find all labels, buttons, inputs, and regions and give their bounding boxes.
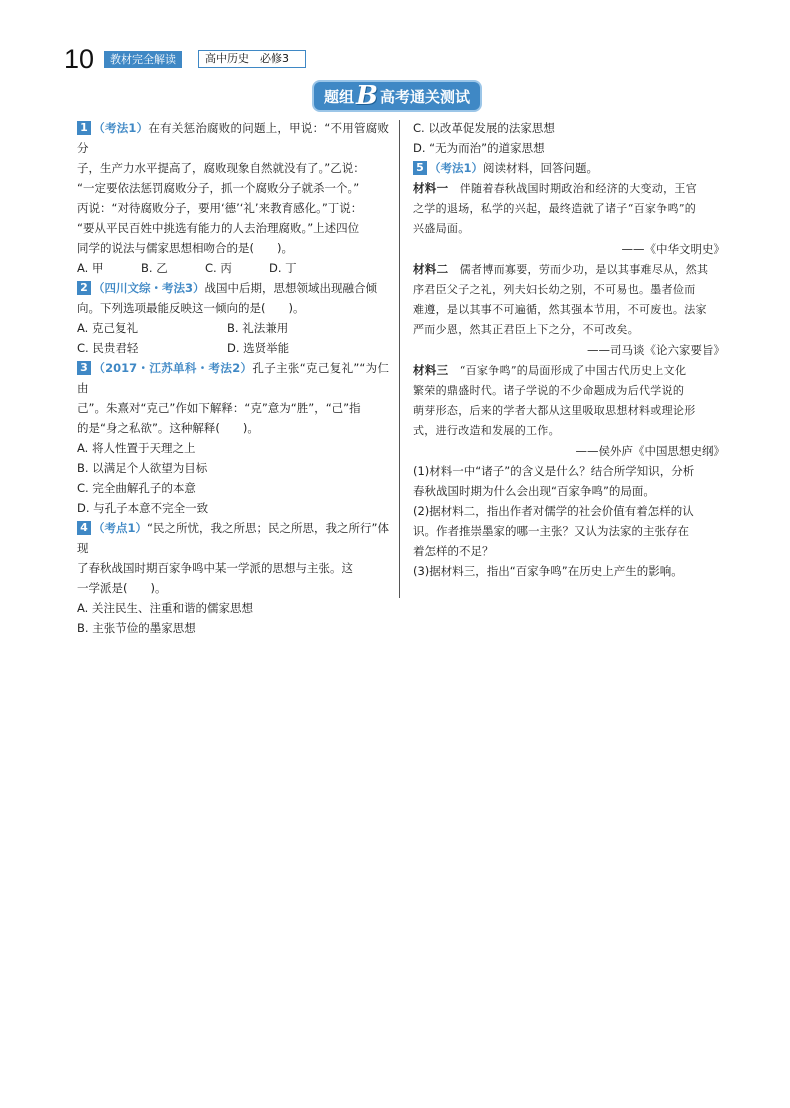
- material-text: 伴随着春秋战国时期政治和经济的大变动，王官: [459, 182, 698, 195]
- question-line: 了春秋战国时期百家争鸣中某一学派的思想与主张。这: [77, 561, 353, 575]
- option-c[interactable]: C. 以改革促发展的法家思想: [413, 121, 555, 135]
- series-tag: 教材完全解读: [104, 51, 182, 68]
- question-line: 的是“身之私欲”。这种解释( )。: [77, 421, 259, 435]
- material-line: 繁荣的鼎盛时代。诸子学说的不少命题成为后代学说的: [413, 384, 685, 397]
- question-number: 5: [413, 161, 427, 175]
- material-line: 萌芽形态，后来的学者大都从这里吸取思想材料或理论形: [413, 404, 696, 417]
- option-a[interactable]: A. 克己复礼: [77, 321, 138, 335]
- question-3: [77, 358, 389, 518]
- options: [77, 258, 389, 278]
- question-text: 在有关惩治腐败的问题上，甲说：“不用管腐败分: [77, 121, 389, 155]
- material-label: 材料三: [413, 363, 449, 377]
- question-text: 孔子主张“克己复礼”“为仁由: [77, 361, 389, 395]
- material-line: 序君臣父子之礼，列夫妇长幼之别，不可易也。墨者俭而: [413, 283, 696, 296]
- material-2: [413, 259, 725, 340]
- question-number: 3: [77, 361, 91, 375]
- material-citation: ——司马谈《论六家要旨》: [587, 343, 725, 357]
- material-line: 之学的退场，私学的兴起，最终造就了诸子“百家争鸣”的: [413, 202, 697, 215]
- option-b[interactable]: B. 以满足个人欲望为目标: [77, 461, 208, 475]
- material-citation: ——《中华文明史》: [621, 242, 725, 256]
- question-2: [77, 278, 389, 358]
- question-source: （四川文综・考法3）: [93, 281, 205, 295]
- question-text: 阅读材料，回答问题。: [483, 161, 599, 175]
- question-1: [77, 118, 389, 278]
- question-number: 4: [77, 521, 91, 535]
- material-citation: ——侯外庐《中国思想史纲》: [575, 444, 725, 458]
- option-a[interactable]: A. 将人性置于天理之上: [77, 441, 196, 455]
- section-title: [314, 82, 480, 110]
- question-line: 己”。朱熹对“克己”作如下解释：“克”意为“胜”，“己”指: [77, 401, 361, 415]
- question-line: [77, 278, 389, 298]
- page-number: 10: [64, 44, 95, 74]
- question-source: （2017・江苏单科・考法2）: [93, 361, 253, 375]
- material-label: 材料二: [413, 262, 449, 276]
- question-line: 一学派是( )。: [77, 581, 167, 595]
- material-line: 严而少恩，然其正君臣上下之分，不可改矣。: [413, 323, 639, 336]
- options: [77, 318, 389, 358]
- question-5: [413, 158, 725, 581]
- material-line: [413, 178, 725, 199]
- material-1: [413, 178, 725, 239]
- option-b[interactable]: B. 主张节俭的墨家思想: [77, 621, 196, 635]
- question-line: [77, 518, 389, 558]
- question-text: 战国中后期，思想领域出现融合倾: [204, 281, 378, 295]
- question-source: （考点1）: [93, 521, 148, 535]
- option-d[interactable]: D. 丁: [269, 261, 297, 275]
- question-line: [413, 158, 725, 178]
- question-line: “要从平民百姓中挑选有能力的人去治理腐败。”上述四位: [77, 221, 360, 235]
- material-3: [413, 360, 725, 441]
- material-line: 难遵，是以其事不可遍循，然其强本节用，不可废也。法家: [413, 303, 707, 316]
- section-title-suffix: 高考通关测试: [379, 87, 470, 106]
- material-line: 兴盛局面。: [413, 222, 470, 235]
- material-line: [413, 259, 725, 280]
- question-line: “一定要依法惩罚腐败分子，抓一个腐败分子就杀一个。”: [77, 181, 360, 195]
- subquestion-line: 识。作者推崇墨家的哪一主张？又认为法家的主张存在: [413, 524, 689, 538]
- question-number: 1: [77, 121, 91, 135]
- question-line: [77, 118, 389, 158]
- option-c[interactable]: C. 完全曲解孔子的本意: [77, 481, 196, 495]
- question-4: [77, 518, 389, 638]
- option-d[interactable]: D. 与孔子本意不完全一致: [77, 501, 209, 515]
- left-column: [77, 118, 389, 638]
- subquestion-line: (1)材料一中“诸子”的含义是什么？结合所学知识，分析: [413, 464, 695, 478]
- material-line: 式，进行改造和发展的工作。: [413, 424, 560, 437]
- question-number: 2: [77, 281, 91, 295]
- option-a[interactable]: A. 关注民生、注重和谐的儒家思想: [77, 601, 253, 615]
- question-text: “民之所忧，我之所思；民之所思，我之所行”体现: [77, 521, 389, 555]
- material-label: 材料一: [413, 181, 449, 195]
- question-source: （考法1）: [429, 161, 484, 175]
- option-b[interactable]: B. 乙: [141, 261, 168, 275]
- subquestion-line: (2)据材料二，指出作者对儒学的社会价值有着怎样的认: [413, 504, 694, 518]
- section-title-prefix: 题组: [323, 87, 354, 106]
- option-a[interactable]: A. 甲: [77, 261, 104, 275]
- question-line: 子，生产力水平提高了，腐败现象自然就没有了。”乙说：: [77, 161, 365, 175]
- option-d[interactable]: D. 选贤举能: [227, 341, 290, 355]
- option-b[interactable]: B. 礼法兼用: [227, 321, 289, 335]
- subquestion-line: 春秋战国时期为什么会出现“百家争鸣”的局面。: [413, 484, 655, 498]
- material-text: “百家争鸣”的局面形成了中国古代历史上文化: [459, 364, 687, 377]
- material-line: [413, 360, 725, 381]
- question-line: 丙说：“对待腐败分子，要用‘德’‘礼’来教育感化。”丁说：: [77, 201, 363, 215]
- right-column: [413, 118, 725, 581]
- question-line: [77, 358, 389, 398]
- option-c[interactable]: C. 民贵君轻: [77, 341, 139, 355]
- section-title-letter: B: [356, 81, 378, 111]
- subquestion-line: 着怎样的不足？: [413, 544, 494, 558]
- option-c[interactable]: C. 丙: [205, 261, 232, 275]
- question-source: （考法1）: [93, 121, 149, 135]
- material-text: 儒者博而寡要，劳而少功，是以其事难尽从，然其: [459, 263, 709, 276]
- column-divider: [399, 120, 400, 598]
- question-line: 同学的说法与儒家思想相吻合的是( )。: [77, 241, 293, 255]
- book-title: 高中历史 必修3: [198, 50, 306, 68]
- subquestion-line: (3)据材料三，指出“百家争鸣”在历史上产生的影响。: [413, 564, 683, 578]
- option-d[interactable]: D. “无为而治”的道家思想: [413, 141, 545, 155]
- question-line: 向。下列选项最能反映这一倾向的是( )。: [77, 301, 305, 315]
